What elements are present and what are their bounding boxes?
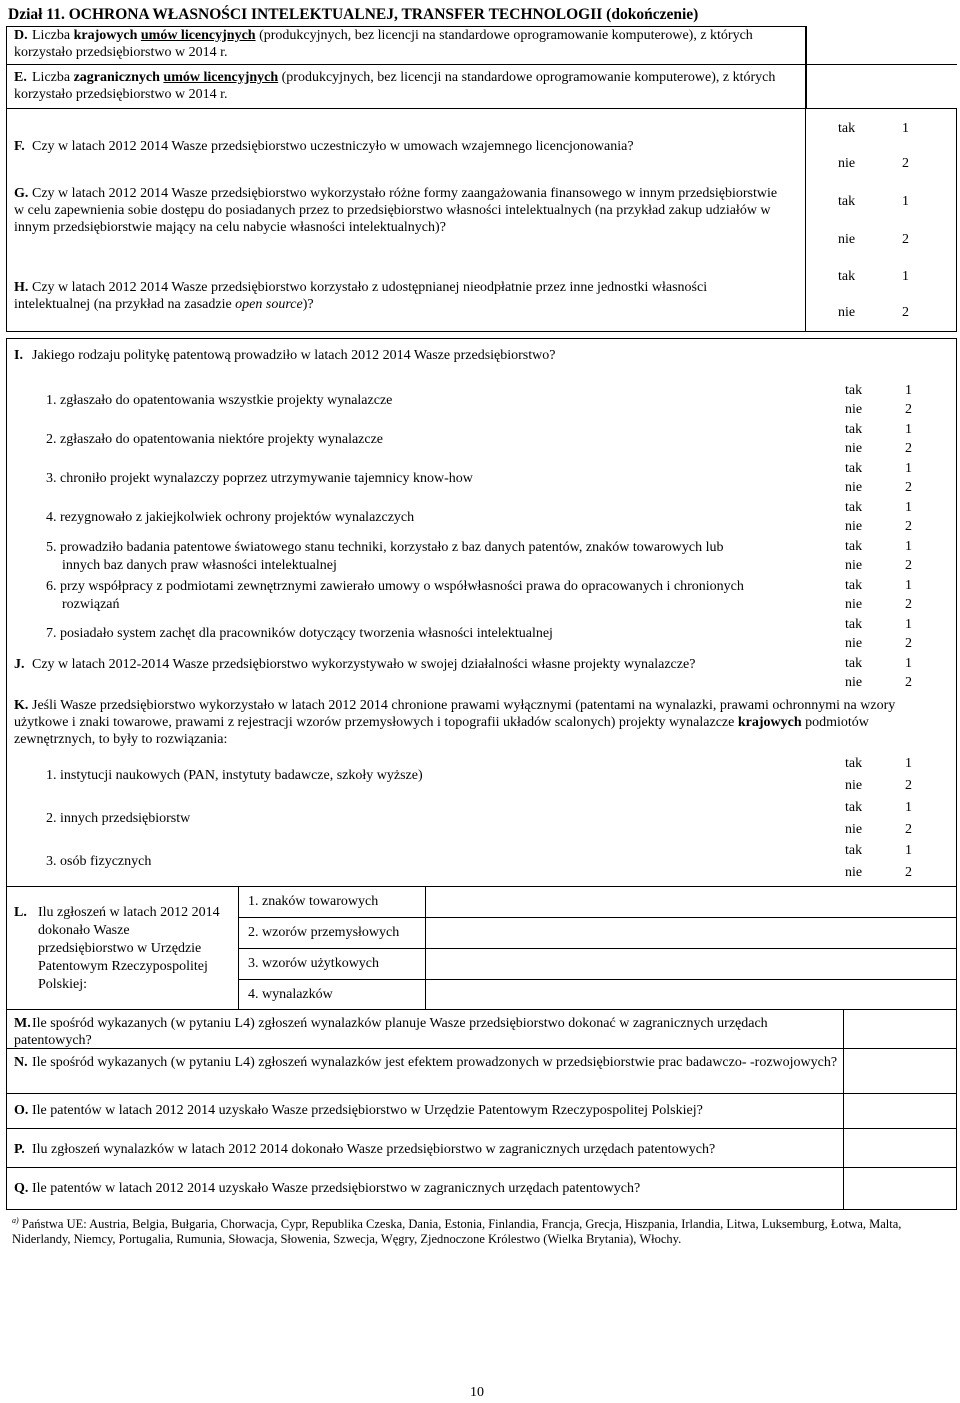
answer-h-no[interactable]: nie 2 [838,305,909,320]
answer-box-q[interactable] [844,1168,956,1209]
answer-i1-no[interactable]: nie 2 [845,402,912,417]
answer-i4-no[interactable]: nie 2 [845,519,912,534]
answer-j-no[interactable]: nie 2 [845,675,912,690]
question-j: J. Czy w latach 2012-2014 Wasze przedsiębiorstwo wykorzystywało w swojej działalności własne projekty wynalazcze? [14,657,696,672]
answer-j-yes[interactable]: tak 1 [845,656,912,671]
question-l: Ilu zgłoszeń w latach 2012 2014 dokonało Wasze przedsiębiorstwo w Urzędzie Patentowym Rzeczypospolitej Polskiej: [38,905,220,992]
question-n: N. Ile spośród wykazanych (w pytaniu L4) zgłoszeń wynalazków jest efektem prowadzonych w przedsiębiorstwie prac badawczo- -rozwojowych? [14,1055,838,1070]
answer-i7-no[interactable]: nie 2 [845,636,912,651]
answer-k2-yes[interactable]: tak 1 [845,800,912,815]
question-e: E. Liczba zagranicznych umów licencyjnych (produkcyjnych, bez licencji na standardowe oprogramowanie komputerowe), z których korzystało przedsiębiorstwo w 2014 r. [14,70,776,102]
question-l-label: L. [14,905,27,920]
option-i-2: 2. zgłaszało do opatentowania niektóre projekty wynalazcze [46,432,384,447]
answer-h-yes[interactable]: tak 1 [838,269,909,284]
answer-k1-yes[interactable]: tak 1 [845,756,912,771]
answer-i5-yes[interactable]: tak 1 [845,539,912,554]
option-i-6: 6. przy współpracy z podmiotami zewnętrznymi zawierało umowy o współwłasności prawa do opracowanych i chronionych rozwiązań [46,579,744,612]
answer-g-no[interactable]: nie 2 [838,232,909,247]
question-k: K. Jeśli Wasze przedsiębiorstwo wykorzystało w latach 2012 2014 chronione prawami wyłącznymi (patentami na wynalazki, prawami ochronnymi na wzory użytkowe i znaki towarowe, prawami z rejestracji wzorów przemysłowych i topografii układów scalonych) projekty wynalazcze krajowych podmiotów zewnętrznych, to były to rozwiązania: [14,698,896,747]
option-k-1: 1. instytucji naukowych (PAN, instytuty badawcze, szkoły wyższe) [46,768,423,783]
answer-g-yes[interactable]: tak 1 [838,194,909,209]
page-number: 10 [470,1385,484,1400]
question-m: M.Ile spośród wykazanych (w pytaniu L4) zgłoszeń wynalazków planuje Wasze przedsiębiorstwo dokonać w zagranicznych urzędach patentowych? [14,1016,768,1048]
answer-box-m[interactable] [844,1010,956,1047]
question-h: H. Czy w latach 2012 2014 Wasze przedsiębiorstwo korzystało z udostępnianej nieodpłatnie przez inne jednostki własności intelektualnej (na przykład na zasadzie open source)? [14,280,708,312]
section-header: Dział 11. OCHRONA WŁASNOŚCI INTELEKTUALNEJ, TRANSFER TECHNOLOGII (dokończenie) [8,6,699,23]
question-o: O. Ile patentów w latach 2012 2014 uzyskało Wasze przedsiębiorstwo w Urzędzie Patentowym Rzeczypospolitej Polskiej? [14,1103,703,1118]
divider-p-q [6,1167,957,1168]
divider-n-o [6,1093,957,1094]
answer-box-e[interactable] [806,64,957,109]
answer-box-l3[interactable] [426,949,956,979]
option-l-2: 2. wzorów przemysłowych [248,925,400,940]
answer-i7-yes[interactable]: tak 1 [845,617,912,632]
answer-f-yes[interactable]: tak 1 [838,121,909,136]
answer-box-l1[interactable] [426,887,956,917]
question-p: P. Ilu zgłoszeń wynalazków w latach 2012 2014 dokonało Wasze przedsiębiorstwo w zagranicznych urzędach patentowych? [14,1142,716,1157]
answer-i1-yes[interactable]: tak 1 [845,383,912,398]
option-i-3: 3. chroniło projekt wynalazczy poprzez utrzymywanie tajemnicy know-how [46,471,473,486]
answer-k3-yes[interactable]: tak 1 [845,843,912,858]
answer-k2-no[interactable]: nie 2 [845,822,912,837]
answer-i5-no[interactable]: nie 2 [845,558,912,573]
question-f: F. Czy w latach 2012 2014 Wasze przedsiębiorstwo uczestniczyło w umowach wzajemnego licencjonowania? [14,139,634,154]
answer-box-p[interactable] [844,1129,956,1166]
question-q: Q. Ile patentów w latach 2012 2014 uzyskało Wasze przedsiębiorstwo w zagranicznych urzędach patentowych? [14,1181,641,1196]
option-i-4: 4. rezygnowało z jakiejkolwiek ochrony projektów wynalazczych [46,510,415,525]
question-g: G. Czy w latach 2012 2014 Wasze przedsiębiorstwo wykorzystało różne formy zaangażowania finansowego w innym przedsiębiorstwie w celu zapewnienia sobie dostępu do posiadanych przez to przedsiębiorstwo własności intelektualnych (na przykład zakup udziałów w innym przedsiębiorstwie mający na celu nabycie własności intelektualnych)? [14,186,778,235]
divider-o-p [6,1128,957,1129]
answer-i3-no[interactable]: nie 2 [845,480,912,495]
option-l-1: 1. znaków towarowych [248,894,379,909]
divider-e-f [6,108,806,109]
answer-box-l4[interactable] [426,980,956,1009]
answer-i6-no[interactable]: nie 2 [845,597,912,612]
option-i-7: 7. posiadało system zachęt dla pracowników dotyczący tworzenia własności intelektualnej [46,626,553,641]
answer-box-d[interactable] [806,26,957,65]
answer-k3-no[interactable]: nie 2 [845,865,912,880]
question-i: I. Jakiego rodzaju politykę patentową prowadziło w latach 2012 2014 Wasze przedsiębiorstwo? [14,348,556,363]
option-l-4: 4. wynalazków [248,987,333,1002]
answer-i4-yes[interactable]: tak 1 [845,500,912,515]
answer-box-n[interactable] [844,1049,956,1092]
answer-box-o[interactable] [844,1094,956,1127]
option-i-5: 5. prowadziło badania patentowe światowego stanu techniki, korzystało z baz danych patentów, znaków towarowych lub innych baz danych praw własności intelektualnej [46,540,724,573]
divider-l-m [6,1009,957,1010]
option-k-2: 2. innych przedsiębiorstw [46,811,191,826]
answer-i2-no[interactable]: nie 2 [845,441,912,456]
answer-box-l2[interactable] [426,918,956,948]
option-l-3: 3. wzorów użytkowych [248,956,380,971]
option-k-3: 3. osób fizycznych [46,854,152,869]
divider-d-e [6,64,806,65]
answer-f-no[interactable]: nie 2 [838,156,909,171]
answer-i3-yes[interactable]: tak 1 [845,461,912,476]
answer-i6-yes[interactable]: tak 1 [845,578,912,593]
answer-i2-yes[interactable]: tak 1 [845,422,912,437]
divider-m-n [6,1048,957,1049]
footnote: $^{a)}$ Państwa UE: Austria, Belgia, Bułgaria, Chorwacja, Cypr, Republika Czeska, Dania, Estonia, Finlandia, Francja, Grecja, Hiszpania, Irlandia, Litwa, Luksemburg, Łotwa, Malta, Niderlandy, Niemcy, Portugalia, Rumunia, Słowacja, Słowenia, Szwecja, Węgry, Zjednoczone Królestwo (Wielka Brytania), Włochy. [12,1216,902,1247]
option-i-1: 1. zgłaszało do opatentowania wszystkie projekty wynalazcze [46,393,393,408]
question-d: D. Liczba krajowych umów licencyjnych (produkcyjnych, bez licencji na standardowe oprogramowanie komputerowe), z których korzystało przedsiębiorstwo w 2014 r. [14,28,753,60]
answer-k1-no[interactable]: nie 2 [845,778,912,793]
